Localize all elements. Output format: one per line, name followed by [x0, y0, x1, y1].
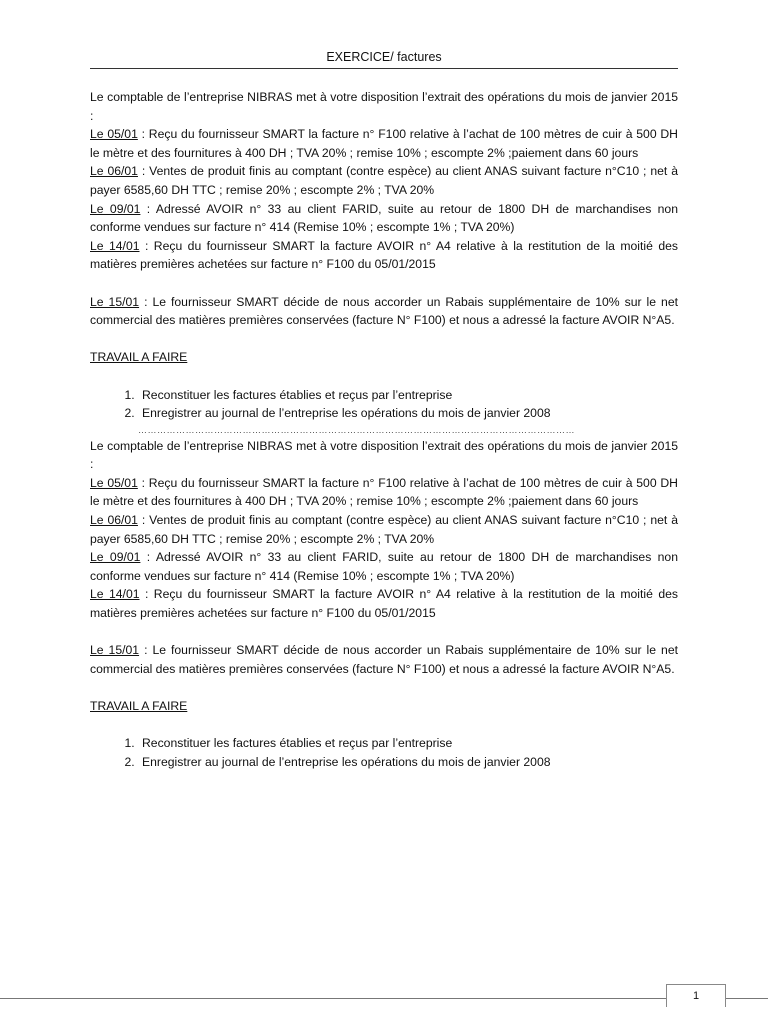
footer-rule [0, 998, 768, 999]
operation-text: : Le fournisseur SMART décide de nous accorder un Rabais supplémentaire de 10% sur le net commercial des matières premières conservées (facture N° F100) et nous a adressé la facture AVOIR N°A5. [90, 643, 678, 676]
operation-paragraph [90, 548, 678, 585]
operation-text: : Ventes de produit finis au comptant (contre espèce) au client ANAS suivant facture n°C10 ; net à payer 6585,60 DH TTC ; remise 20% ; escompte 2% ; TVA 20% [90, 513, 678, 546]
operation-paragraph [90, 293, 678, 330]
document-body [90, 88, 678, 771]
operation-date: Le 09/01 [90, 201, 141, 216]
operation-paragraph [90, 511, 678, 548]
operation-paragraph [90, 125, 678, 162]
intro-paragraph: Le comptable de l’entreprise NIBRAS met à votre disposition l’extrait des opérations du mois de janvier 2015 : [90, 438, 678, 472]
operation-date: Le 14/01 [90, 587, 140, 602]
operation-date: Le 14/01 [90, 238, 140, 253]
operation-text: : Reçu du fournisseur SMART la facture AVOIR n° A4 relative à la restitution de la moitié des matières premières achetées sur facture n° F100 du 05/01/2015 [90, 587, 678, 621]
operation-text: : Reçu du fournisseur SMART la facture AVOIR n° A4 relative à la restitution de la moitié des matières premières achetées sur facture n° F100 du 05/01/2015 [90, 238, 678, 272]
operation-paragraph [90, 585, 678, 622]
exercise-section [90, 88, 678, 423]
operation-paragraph [90, 237, 678, 274]
operation-paragraph [90, 641, 678, 678]
operation-paragraph [90, 162, 678, 199]
operation-text: : Reçu du fournisseur SMART la facture n° F100 relative à l’achat de 100 mètres de cuir à 500 DH le mètre et des fournitures à 400 DH ; TVA 20% ; remise 10% ; escompte 2% ;paiement dans 60 jours [90, 475, 678, 509]
page-number: 1 [666, 984, 726, 1007]
work-heading: TRAVAIL A FAIRE [90, 699, 188, 713]
operation-text: : Ventes de produit finis au comptant (contre espèce) au client ANAS suivant facture n°C10 ; net à payer 6585,60 DH TTC ; remise 20% ; escompte 2% ; TVA 20% [90, 164, 678, 197]
exercise-section [90, 437, 678, 772]
operation-date: Le 15/01 [90, 294, 140, 309]
operation-text: : Adressé AVOIR n° 33 au client FARID, suite au retour de 1800 DH de marchandises non conforme vendues sur facture n° 414 (Remise 10% ; escompte 1% ; TVA 20%) [90, 201, 678, 235]
task-item: 2. Enregistrer au journal de l’entreprise les opérations du mois de janvier 2008 [138, 404, 678, 423]
task-list [90, 386, 678, 423]
intro-paragraph: Le comptable de l’entreprise NIBRAS met à votre disposition l’extrait des opérations du mois de janvier 2015 : [90, 90, 678, 123]
operation-text: : Le fournisseur SMART décide de nous accorder un Rabais supplémentaire de 10% sur le net commercial des matières premières conservées (facture N° F100) et nous a adressé la facture AVOIR N°A5. [90, 294, 678, 328]
operation-date: Le 05/01 [90, 127, 138, 142]
operation-date: Le 06/01 [90, 164, 138, 179]
document-title: EXERCICE/ factures [90, 50, 678, 69]
task-list [90, 734, 678, 771]
operation-date: Le 09/01 [90, 550, 141, 565]
task-item: 1. Reconstituer les factures établies et reçus par l’entreprise [138, 386, 678, 405]
operation-text: : Reçu du fournisseur SMART la facture n° F100 relative à l’achat de 100 mètres de cuir à 500 DH le mètre et des fournitures à 400 DH ; TVA 20% ; remise 10% ; escompte 2% ;paiement dans 60 jours [90, 127, 678, 160]
operation-date: Le 15/01 [90, 643, 140, 658]
task-item: 1. Reconstituer les factures établies et reçus par l’entreprise [138, 734, 678, 753]
task-item: 2. Enregistrer au journal de l’entreprise les opérations du mois de janvier 2008 [138, 753, 678, 772]
operation-date: Le 06/01 [90, 513, 138, 528]
dotted-separator: ………………………………………………………………………………………………………………………… [138, 424, 575, 435]
operation-text: : Adressé AVOIR n° 33 au client FARID, suite au retour de 1800 DH de marchandises non conforme vendues sur facture n° 414 (Remise 10% ; escompte 1% ; TVA 20%) [90, 550, 678, 583]
operation-date: Le 05/01 [90, 475, 138, 490]
work-heading: TRAVAIL A FAIRE [90, 350, 188, 365]
operation-paragraph [90, 200, 678, 237]
operation-paragraph [90, 474, 678, 511]
